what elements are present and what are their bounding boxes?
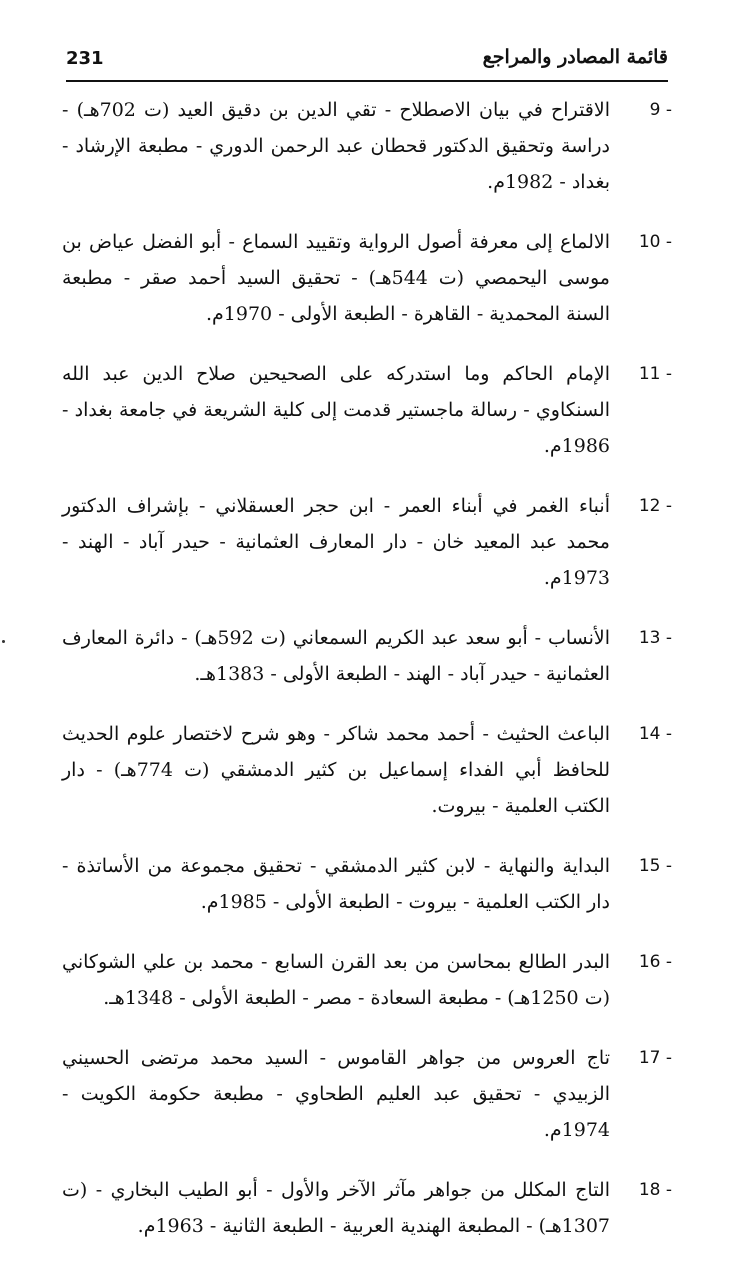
reference-text: تاج العروس من جواهر القاموس - السيد محمد مرتضى الحسيني الزبيدي - تحقيق عبد العليم الطحاوي - مطبعة حكومة الكويت - 1974م.	[62, 1047, 610, 1141]
reference-number: 17 -	[638, 1048, 672, 1068]
reference-number: 12 -	[638, 496, 672, 516]
reference-number: 16 -	[638, 952, 672, 972]
reference-number: 14 -	[638, 724, 672, 744]
reference-entry	[62, 356, 672, 464]
reference-entry	[62, 224, 672, 332]
reference-text: الإمام الحاكم وما استدركه على الصحيحين صلاح الدين عبد الله السنكاوي - رسالة ماجستير قدمت إلى كلية الشريعة في جامعة بغداد - 1986م.	[62, 363, 610, 457]
reference-entry	[62, 488, 672, 596]
reference-number: 18 -	[638, 1180, 672, 1200]
reference-text: الالماع إلى معرفة أصول الرواية وتقييد السماع - أبو الفضل عياض بن موسى اليحمصي (ت 544هـ) - تحقيق السيد أحمد صقر - مطبعة السنة المحمدية - القاهرة - الطبعة الأولى - 1970م.	[62, 231, 610, 325]
reference-entry	[62, 620, 672, 692]
page-header	[66, 44, 668, 82]
reference-number: 15 -	[638, 856, 672, 876]
references-list	[62, 92, 672, 1268]
reference-number: 11 -	[638, 364, 672, 384]
reference-text: البدر الطالع بمحاسن من بعد القرن السابع - محمد بن علي الشوكاني (ت 1250هـ) - مطبعة السعادة - مصر - الطبعة الأولى - 1348هـ.	[62, 951, 610, 1009]
reference-entry	[62, 848, 672, 920]
reference-text: الباعث الحثيث - أحمد محمد شاكر - وهو شرح لاختصار علوم الحديث للحافظ أبي الفداء إسماعيل بن كثير الدمشقي (ت 774هـ) - دار الكتب العلمية - بيروت.	[62, 723, 610, 817]
reference-number: 13 -	[638, 628, 672, 648]
reference-entry	[62, 944, 672, 1016]
reference-entry	[62, 1040, 672, 1148]
reference-text: أنباء الغمر في أبناء العمر - ابن حجر العسقلاني - بإشراف الدكتور محمد عبد المعيد خان - دار المعارف العثمانية - حيدر آباد - الهند - 1973م.	[62, 495, 610, 589]
reference-text: البداية والنهاية - لابن كثير الدمشقي - تحقيق مجموعة من الأساتذة - دار الكتب العلمية - بيروت - الطبعة الأولى - 1985م.	[62, 855, 610, 913]
page-number: 231	[66, 48, 104, 69]
reference-text: التاج المكلل من جواهر مآثر الآخر والأول - أبو الطيب البخاري - (ت 1307هـ) - المطبعة الهندية العربية - الطبعة الثانية - 1963م.	[62, 1179, 610, 1237]
reference-entry	[62, 716, 672, 824]
reference-number: 10 -	[638, 232, 672, 252]
margin-dot	[2, 640, 5, 643]
reference-entry	[62, 1172, 672, 1244]
reference-number: 9 -	[649, 100, 672, 120]
reference-entry	[62, 92, 672, 200]
reference-text: الأنساب - أبو سعد عبد الكريم السمعاني (ت 592هـ) - دائرة المعارف العثمانية - حيدر آباد - الهند - الطبعة الأولى - 1383هـ.	[62, 627, 610, 685]
running-title: قائمة المصادر والمراجع	[482, 46, 668, 68]
reference-text: الاقتراح في بيان الاصطلاح - تقي الدين بن دقيق العيد (ت 702هـ) - دراسة وتحقيق الدكتور قحطان عبد الرحمن الدوري - مطبعة الإرشاد - بغداد - 1982م.	[62, 99, 610, 193]
